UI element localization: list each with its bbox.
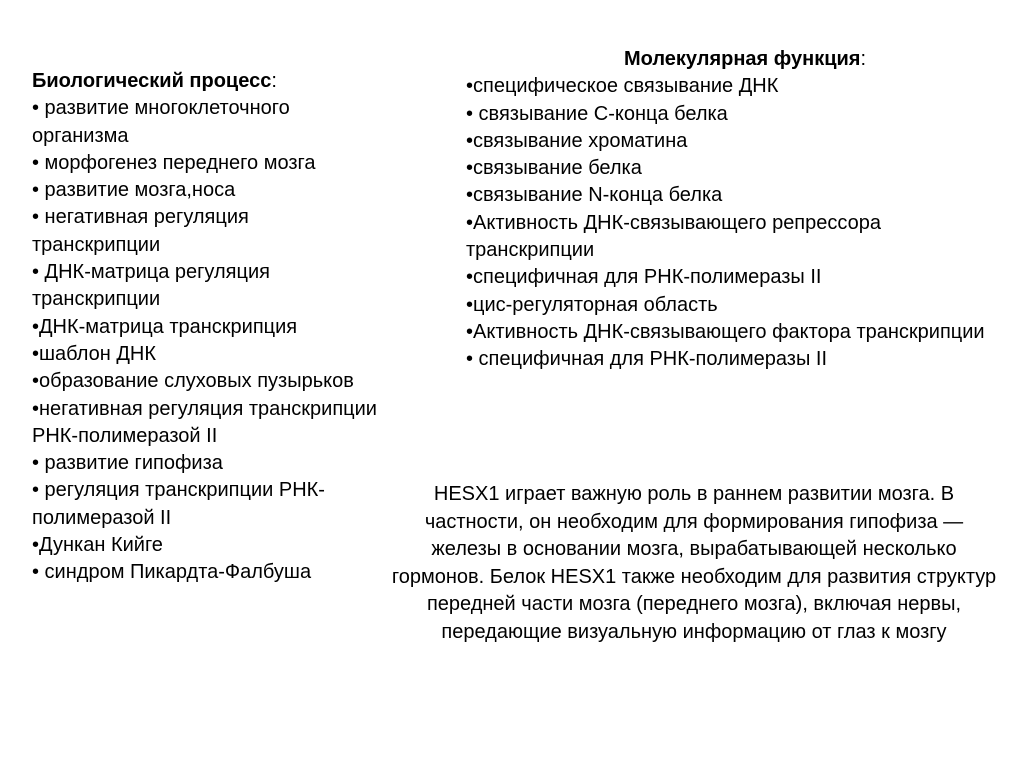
biological-process-heading-colon: : (271, 70, 277, 92)
list-item: •связывание хроматина (466, 129, 688, 152)
list-item: • связывание С-конца белка (466, 102, 728, 125)
molecular-function-heading (466, 46, 986, 73)
molecular-function-section (466, 46, 986, 374)
list-item: • негативная регуляция транскрипции (32, 206, 249, 256)
hesx1-summary-paragraph: HESX1 играет важную роль в раннем развитии мозга. В частности, он необходим для формирования гипофиза — железы в основании мозга, вырабатывающей несколько гормонов. Белок HESX1 также необходим для развития структур передней части мозга (переднего мозга), включая нервы, передающие визуальную информацию от глаз к мозгу (391, 483, 997, 643)
biological-process-heading-text: Биологический процесс (32, 70, 272, 92)
list-item: •связывание белка (466, 157, 642, 180)
list-item: • регуляция транскрипции РНК-полимеразой II (32, 479, 325, 529)
molecular-function-heading-text: Молекулярная функция (623, 48, 861, 70)
biological-process-heading (32, 68, 382, 95)
list-item: • развитие многоклеточного организма (32, 97, 290, 147)
list-item: • ДНК-матрица регуляция транскрипции (32, 261, 270, 311)
molecular-function-list (466, 73, 986, 373)
list-item: • специфичная для РНК-полимеразы II (466, 348, 828, 371)
list-item: •Дункан Кийге (32, 534, 163, 557)
list-item: • развитие мозга,носа (32, 179, 236, 202)
biological-process-list (32, 95, 382, 586)
molecular-function-heading-colon: : (860, 48, 867, 70)
list-item: •специфичная для РНК-полимеразы II (466, 266, 822, 289)
biological-process-section (32, 68, 382, 587)
list-item: •ДНК-матрица транскрипция (32, 315, 298, 338)
list-item: • синдром Пикардта-Фалбуша (32, 561, 312, 584)
list-item: • развитие гипофиза (32, 452, 223, 475)
list-item: •образование слуховых пузырьков (32, 370, 354, 393)
list-item: •Активность ДНК-связывающего фактора транскрипции (466, 320, 985, 343)
list-item: • морфогенез переднего мозга (32, 151, 316, 174)
list-item: •негативная регуляция транскрипции РНК-полимеразой II (32, 397, 377, 447)
list-item: •специфическое связывание ДНК (466, 75, 779, 98)
list-item: •связывание N-конца белка (466, 184, 723, 207)
list-item: •шаблон ДНК (32, 342, 156, 365)
list-item: •Активность ДНК-связывающего репрессора транскрипции (466, 211, 881, 262)
list-item: •цис-регуляторная область (466, 293, 718, 316)
